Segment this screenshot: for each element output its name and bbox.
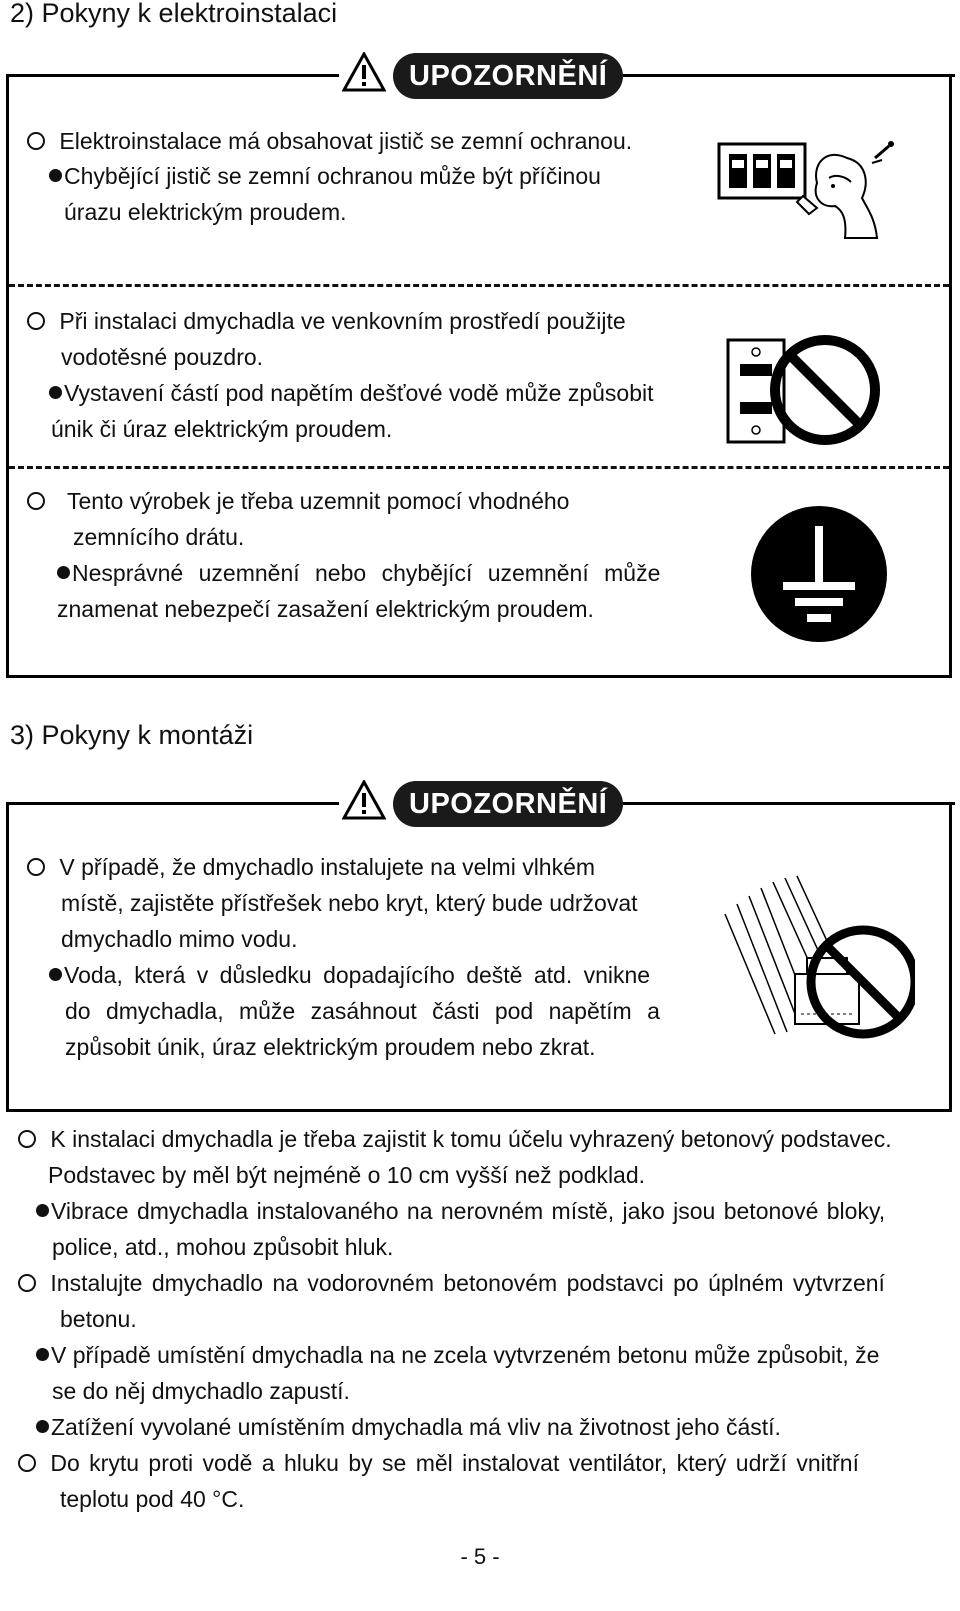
- item-3-note: Nesprávné uzemnění nebo chybějící uzemnění může: [57, 560, 660, 587]
- list-item-2-note-a: V případě umístění dmychadla na ne zcela vytvrzeném betonu může způsobit, že: [36, 1342, 879, 1369]
- warning-box-electrical: [6, 60, 952, 678]
- list-item-1-main-2: Podstavec by měl být nejméně o 10 cm vyšší než podklad.: [48, 1162, 646, 1188]
- list-item-1-note: Vibrace dmychadla instalovaného na nerovném místě, jako jsou betonové bloky,: [36, 1198, 885, 1225]
- item-3-main: Tento výrobek je třeba uzemnit pomocí vhodného: [27, 488, 675, 515]
- filled-bullet: [36, 1204, 49, 1217]
- item-3-note-2: znamenat nebezpečí zasažení elektrickým proudem.: [57, 596, 594, 622]
- section-3-title: 3) Pokyny k montáži: [10, 720, 254, 750]
- box-item-note: Voda, která v důsledku dopadajícího deště atd. vnikne: [49, 962, 650, 989]
- box-item-main: V případě, že dmychadlo instalujete na velmi vlhkém: [27, 854, 595, 881]
- item-2-main-2: vodotěsné pouzdro.: [61, 344, 264, 370]
- box-item-main-3: dmychadlo mimo vodu.: [61, 926, 298, 952]
- list-item-2-note-b: Zatížení vyvolané umístěním dmychadla má vliv na životnost jeho částí.: [36, 1414, 781, 1441]
- open-circle-bullet: [18, 1274, 36, 1292]
- item-1-note-2: úrazu elektrickým proudem.: [64, 199, 347, 225]
- caution-badge: UPOZORNĚNÍ: [393, 781, 623, 827]
- list-item-2-note-a-2: se do něj dmychadlo zapustí.: [52, 1378, 350, 1404]
- outlet-prohibited-icon: [725, 332, 895, 448]
- page-number: - 5 -: [460, 1544, 500, 1569]
- box-item-note-2: do dmychadla, může zasáhnout části pod napětím a: [65, 998, 660, 1024]
- open-circle-bullet: [27, 858, 45, 876]
- caution-badge: UPOZORNĚNÍ: [393, 53, 623, 99]
- item-3-main-2: zemnícího drátu.: [73, 524, 245, 550]
- open-circle-bullet: [27, 132, 45, 150]
- filled-bullet: [49, 386, 62, 399]
- open-circle-bullet: [18, 1454, 36, 1472]
- item-1-note: Chybějící jistič se zemní ochranou může být příčinou: [49, 163, 685, 190]
- filled-bullet: [57, 566, 70, 579]
- section-2-title: 2) Pokyny k elektroinstalaci: [10, 0, 338, 28]
- box-item-note-3: způsobit únik, úraz elektrickým proudem nebo zkrat.: [65, 1034, 596, 1060]
- warning-box-installation: [6, 788, 952, 1112]
- open-circle-bullet: [18, 1130, 36, 1148]
- filled-bullet: [49, 968, 62, 981]
- warning-triangle-icon: [342, 780, 386, 820]
- box-item-main-2: místě, zajistěte přístřešek nebo kryt, který bude udržovat: [61, 890, 638, 916]
- ground-symbol-icon: [749, 504, 889, 644]
- list-item-1-main: K instalaci dmychadla je třeba zajistit k tomu účelu vyhrazený betonový podstavec.: [18, 1126, 892, 1153]
- breaker-panel-icon: [717, 138, 897, 258]
- open-circle-bullet: [27, 492, 45, 510]
- list-item-2-main: Instalujte dmychadlo na vodorovném betonovém podstavci po úplném vytvrzení: [18, 1270, 885, 1297]
- item-2-main: Při instalaci dmychadla ve venkovním prostředí použijte: [27, 308, 626, 335]
- item-2-note-2: únik či úraz elektrickým proudem.: [51, 416, 393, 442]
- list-item-2-main-2: betonu.: [60, 1306, 137, 1332]
- list-item-1-note-2: police, atd., mohou způsobit hluk.: [52, 1234, 394, 1260]
- rain-prohibited-icon: [715, 874, 915, 1044]
- list-item-3-main: Do krytu proti vodě a hluku by se měl instalovat ventilátor, který udrží vnitřní: [18, 1450, 859, 1477]
- filled-bullet: [36, 1348, 49, 1361]
- item-2-note: Vystavení částí pod napětím dešťové vodě může způsobit: [49, 380, 654, 407]
- list-item-3-main-2: teplotu pod 40 °C.: [60, 1486, 245, 1512]
- filled-bullet: [49, 169, 62, 182]
- filled-bullet: [36, 1420, 49, 1433]
- warning-triangle-icon: [342, 52, 386, 92]
- item-1-main: Elektroinstalace má obsahovat jistič se zemní ochranou.: [27, 128, 632, 155]
- open-circle-bullet: [27, 312, 45, 330]
